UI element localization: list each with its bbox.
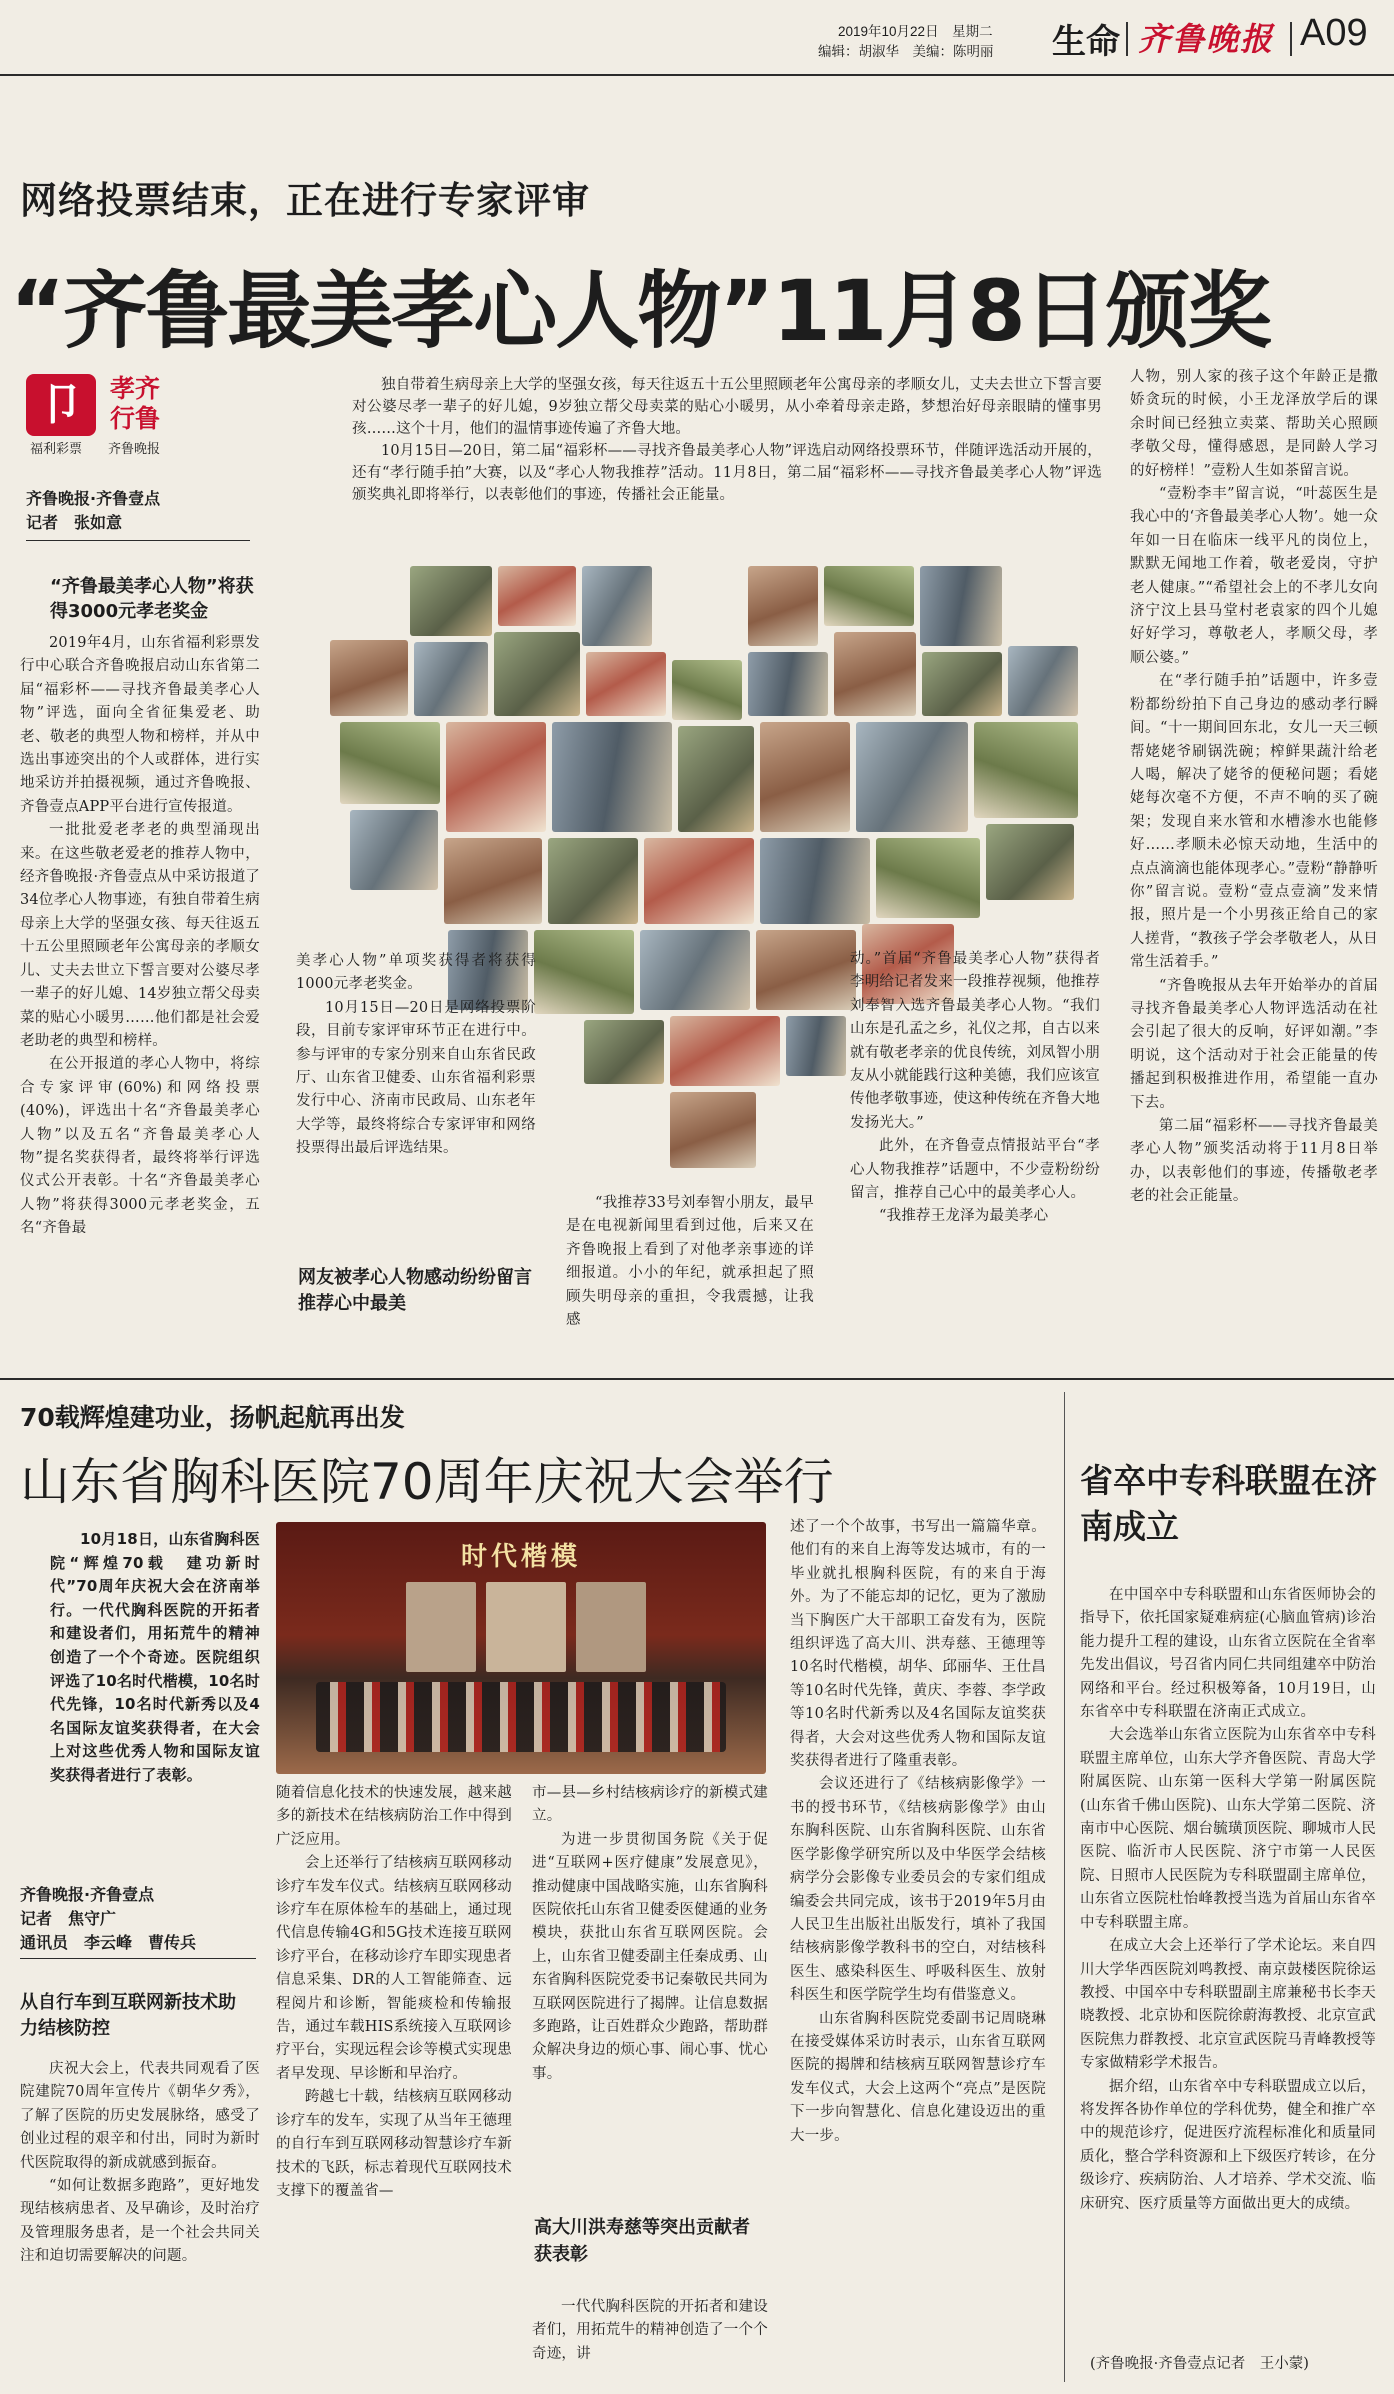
collage-photo [986,824,1074,900]
logo-slogan: 孝齐行鲁 [110,374,161,433]
story2-col4-para: 山东省胸科医院党委副书记周晓琳在接受媒体采访时表示，山东省互联网医院的揭牌和结核病互联网智慧诊疗车发车仪式，大会上这两个“亮点”是医院下一步向智慧化、信息化建设迈出的重大一步。 [790,2010,1046,2144]
collage-photo [856,722,968,832]
collage-photo [670,1016,780,1086]
story1-col5-para: 在“孝行随手拍”话题中，许多壹粉都纷纷拍下自己身边的感动孝行瞬间。“十一期间回东北，女儿一天三顿帮姥姥爷刷锅洗碗；榨鲜果蔬汁给老人喝，解决了姥爷的便秘问题；看姥姥每次毫不方便，不声不响的买了碗架；发现自来水管和水槽渗水也能修好……孝顺未必惊天动地，生活中的点点滴滴也能体现孝心。”壹粉“静静听你”留言说。壹粉“壹点壹滴”发来情报，照片是一个小男孩正给自己的家人搓背，“教孩子学会孝敬老人，从日常生活着手。” [1130,673,1378,971]
logo-caption: 福利彩票 齐鲁晚报 [30,441,161,456]
story2-lead-text: 10月18日，山东省胸科医院“辉煌70载 建功新时代”70周年庆祝大会在济南举行。一代代胸科医院的开拓者和建设者们，用拓荒牛的精神创造了一个个奇迹。医院组织评选了10名时代楷模，10名时代先锋，10名时代新秀以及4名国际友谊奖获得者，在大会上对这些优秀人物和国际友谊奖获得者进行了表彰。 [50,1530,260,1784]
story2-col2-para: 跨越七十载，结核病互联网移动诊疗车的发车，实现了从当年王德理的自行车到互联网移动智慧诊疗车新技术的飞跃，标志着现代互联网技术支撑下的覆盖省— [276,2089,512,2199]
collage-photo [876,838,980,918]
story-divider-vertical [1064,1392,1065,2382]
story3-column [1080,1584,1376,2216]
story1-col1-para: 一批批爱老孝老的典型涌现出来。在这些敬老爱老的推荐人物中，经齐鲁晚报·齐鲁壹点从中采访报道了34位孝心人物事迹，有独自带着生病母亲上大学的坚强女孩、每天往返五十五公里照顾老年公寓母亲的孝顺女儿、丈夫去世立下誓言要对公婆尽孝一辈子的好儿媳、14岁独立帮父母卖菜的贴心小暖男……他们都是社会爱老助老的典型和榜样。 [20,822,261,1049]
story1-col5-para: 人物，别人家的孩子这个年龄正是撒娇贪玩的时候，小王龙泽放学后的课余时间已经独立卖菜、帮助关心照顾孝敬父母，懂得感恩，是同龄人学习的好榜样！”壹粉人生如茶留言说。 [1130,369,1378,479]
section-divider [0,1378,1394,1380]
story2-col2-para: 会上还举行了结核病互联网移动诊疗车发车仪式。结核病互联网移动诊疗车在原体检车的基础上，通过现代信息传输4G和5G技术连接互联网诊疗平台，在移动诊疗车即实现患者信息采集、DR的人工智能筛查、远程阅片和诊断，智能痰检和传输报告，通过车载HIS系统接入互联网诊疗平台，实现远程会诊等模式实现患者早发现、早诊断和早治疗。 [276,1855,512,2082]
collage-photo [748,566,818,646]
story1-subhead-bonus: “齐鲁最美孝心人物”将获得3000元孝老奖金 [50,576,254,622]
story1-column-3 [566,1192,814,1332]
intro-para-2: 10月15日—20日，第二届“福彩杯——寻找齐鲁最美孝心人物”评选启动网络投票环节，伴随评选活动开展的，还有“孝行随手拍”大赛，以及“孝心人物我推荐”活动。11月8日，第二届“福彩杯——寻找齐鲁最美孝心人物”评选颁奖典礼即将举行，以表彰他们的事迹，传播社会正能量。 [352,443,1102,503]
collage-photo [340,722,440,804]
collage-photo [444,838,542,924]
editor-credits: 编辑：胡淑华 美编：陈明丽 [818,44,994,59]
collage-photo [494,632,580,716]
collage-photo [672,660,742,720]
collage-photo [678,726,754,832]
story2-col3b-para: 一代代胸科医院的开拓者和建设者们，用拓荒牛的精神创造了一个个奇迹，讲 [532,2299,768,2362]
collage-photo [640,930,750,1010]
story2-subhead-honors: 高大川洪寿慈等突出贡献者获表彰 [534,2217,750,2265]
issue-date: 2019年10月22日 星期二 [838,24,993,39]
section-name: 生命 [1052,22,1120,62]
collage-photo [760,838,870,924]
photo-banner-text: 时代楷模 [461,1542,582,1572]
collage-photo [824,566,914,626]
collage-photo [644,838,754,924]
story1-column-2 [296,950,536,1161]
byline-reporter-2: 记者 焦守广 [20,1909,117,1928]
story1-col2-para: 10月15日—20日是网络投票阶段，目前专家评审环节正在进行中。参与评审的专家分别来自山东省民政厅、山东省卫健委、山东省福利彩票发行中心、济南市民政局、山东老年大学等，最终将综合专家评审和网络投票得出最后评选结果。 [296,999,536,1157]
story2-col1-para: 庆祝大会上，代表共同观看了医院建院70周年宣传片《朝华夕秀》，了解了医院的历史发展脉络，感受了创业过程的艰辛和付出，同时为新时代医院取得的新成就感到振奋。 [20,2061,260,2171]
photo-screen-left [406,1582,476,1672]
story2-col2-para: 随着信息化技术的快速发展，越来越多的新技术在结核病防治工作中得到广泛应用。 [276,1785,512,1848]
story2-lead [50,1528,260,1788]
collage-photo [1008,646,1078,716]
collage-photo [552,722,672,832]
collage-photo [922,652,1002,716]
story1-col2-para: 美孝心人物”单项奖获得者将获得1000元孝老奖金。 [296,953,536,993]
story3-para: 在成立大会上还举行了学术论坛。来自四川大学华西医院刘鸣教授、南京鼓楼医院徐运教授、中国卒中专科联盟副主席兼秘书长李天晓教授、北京协和医院徐蔚海教授、北京宣武医院焦力群教授、北京宣武医院马青峰教授等专家做精彩学术报告。 [1080,1938,1376,2072]
collage-photo [350,810,438,890]
story1-col5-para: “齐鲁晚报从去年开始举办的首届寻找齐鲁最美孝心人物评选活动在社会引起了很大的反响，好评如潮。”李明说，这个活动对于社会正能量的传播起到积极推进作用，希望能一直办下去。 [1130,977,1378,1111]
collage-photo [920,566,1002,646]
collage-photo [974,722,1078,818]
story2-col4-para: 会议还进行了《结核病影像学》一书的授书环节，《结核病影像学》由山东胸科医院、山东省胸科医院、山东省医学影像学研究所以及中华医学会结核病学分会影像专业委员会的专家们组成编委会共同完成，该书于2019年5月由人民卫生出版社出版发行，填补了我国结核病影像学教科书的空白，对结核科医生、感染科医生、呼吸科医生、放射科医生和医学院学生均有借鉴意义。 [790,1776,1046,2004]
story2-column-3b [532,2296,768,2366]
story1-col1-para: 2019年4月，山东省福利彩票发行中心联合齐鲁晚报启动山东省第二届“福彩杯——寻找齐鲁最美孝心人物”评选，面向全省征集爱老、助老、敬老的典型人物和榜样，并从中选出事迹突出的个人或群体，进行实地采访并拍摄视频，通过齐鲁晚报、齐鲁壹点APP平台进行宣传报道。 [20,635,260,815]
story1-col1-para: 在公开报道的孝心人物中，将综合专家评审(60%)和网络投票(40%)，评选出十名“齐鲁最美孝心人物”以及五名“齐鲁最美孝心人物”提名奖获得者，最终将举行评选仪式公开表彰。十名“齐鲁最美孝心人物”将获得3000元孝老奖金，五名“齐鲁最 [20,1056,260,1237]
story1-col4-para: 此外，在齐鲁壹点情报站平台“孝心人物我推荐”话题中，不少壹粉纷纷留言，推荐自己心中的最美孝心人。 [850,1138,1100,1202]
collage-photo [834,632,916,716]
photo-stage-people [316,1682,726,1752]
header-divider-2 [1290,22,1292,56]
story1-col5-para: 第二届“福彩杯——寻找齐鲁最美孝心人物”颁奖活动将于11月8日举办，以表彰他们的事迹，传播敬老孝老的社会正能量。 [1130,1118,1378,1205]
collage-photo [534,930,634,1014]
collage-photo [586,652,666,716]
story1-col4-para: 动。”首届“齐鲁最美孝心人物”获得者李明给记者发来一段推荐视频，他推荐刘奉智入选齐鲁最美孝心人物。“我们山东是孔孟之乡，礼仪之邦，自古以来就有敬老孝亲的优良传统，刘凤智小朋友从小就能践行这种美德，我们应该宣传他孝敬事迹，使这种传统在齐鲁大地发扬光大。” [850,951,1100,1131]
photo-screen-mid [486,1582,566,1672]
story1-col3-para: “我推荐33号刘奉智小朋友，最早是在电视新闻里看到过他，后来又在齐鲁晚报上看到了对他孝亲事迹的详细报道。小小的年纪，就承担起了照顾失明母亲的重担，令我震撼，让我感 [566,1195,814,1329]
story3-byline: (齐鲁晚报·齐鲁壹点记者 王小蒙) [1090,2356,1309,2372]
byline-org: 齐鲁晚报·齐鲁壹点 [26,489,161,508]
header-rule [0,74,1394,76]
story2-headline: 山东省胸科医院70周年庆祝大会举行 [20,1453,834,1511]
story1-column-5 [1130,366,1378,1209]
story2-col4-para: 述了一个个故事，书写出一篇篇华章。他们有的来自上海等发达城市，有的一毕业就扎根胸科医院，有的来自于海外。为了不能忘却的记忆，更为了激励当下胸医广大干部职工奋发有为，医院组织评选了高大川、洪寿慈、王德理等10名时代楷模，胡华、邱丽华、王仕昌等10名时代先锋，黄庆、李蓉、李学政等10名时代新秀以及4名国际友谊奖获得者，大会对这些优秀人物和国际友谊奖获得者进行了隆重表彰。 [790,1519,1046,1770]
story2-column-4 [790,1516,1046,2148]
story2-kicker: 70载辉煌建功业，扬帆起航再出发 [20,1403,405,1432]
story1-column-1 [20,632,260,1241]
lottery-logo-icon: 卩 [26,374,96,436]
page-header [0,0,1394,70]
byline-rule-2 [20,1958,256,1959]
byline-correspondents: 通讯员 李云峰 曹传兵 [20,1933,197,1952]
byline-rule [26,540,250,541]
collage-photo [756,930,856,1010]
photo-screen-right [576,1582,646,1672]
story1-column-4 [850,948,1100,1229]
collage-photo [760,722,850,832]
collage-photo [582,566,652,646]
story3-para: 在中国卒中专科联盟和山东省医师协会的指导下，依托国家疑难病症(心脑血管病)诊治能力提升工程的建设，山东省立医院在全省率先发出倡议，号召省内同仁共同组建卒中防治网络和平台。经过积极筹备，10月19日，山东省卒中专科联盟在济南正式成立。 [1080,1587,1376,1721]
collage-photo [498,566,576,626]
story1-kicker: 网络投票结束，正在进行专家评审 [20,179,590,222]
story2-col1-para: “如何让数据多跑路”，更好地发现结核病患者、及早确诊，及时治疗及管理服务患者，是一个社会共同关注和迫切需要解决的问题。 [20,2178,260,2265]
story2-column-3 [532,1782,768,2086]
masthead-logo: 齐鲁晚报 [1138,20,1275,58]
story2-col3-para: 市—县—乡村结核病诊疗的新模式建立。 [532,1785,768,1825]
collage-photo [786,1016,846,1076]
collage-photo [414,642,488,716]
story3-para: 大会选举山东省立医院为山东省卒中专科联盟主席单位，山东大学齐鲁医院、青岛大学附属医院、山东第一医科大学第一附属医院(山东省千佛山医院)、山东大学第二医院、济南市中心医院、烟台毓璜顶医院、聊城市人民医院、临沂市人民医院、济宁市第一人民医院、日照市人民医院为专科联盟副主席单位，山东省立医院杜怡峰教授当选为首届山东省卒中专科联盟主席。 [1080,1727,1376,1931]
story2-column-1 [20,2058,260,2269]
collage-photo [410,566,492,636]
page-number: A09 [1300,12,1368,54]
collage-photo [584,1020,664,1084]
story2-column-2 [276,1782,512,2203]
story1-headline: “齐鲁最美孝心人物”11月8日颁奖 [10,262,1270,360]
collage-photo [446,722,546,832]
byline-reporter: 记者 张如意 [26,513,123,532]
byline-org-2: 齐鲁晚报·齐鲁壹点 [20,1885,155,1904]
collage-photo [330,640,408,716]
story3-headline: 省卒中专科联盟在济南成立 [1080,1461,1377,1546]
anniversary-photo [276,1522,766,1774]
intro-para-1: 独自带着生病母亲上大学的坚强女孩，每天往返五十五公里照顾老年公寓母亲的孝顺女儿，丈夫去世立下誓言要对公婆尽孝一辈子的好儿媳，9岁独立帮父母卖菜的贴心小暖男，从小牵着母亲走路，梦想治好母亲眼睛的懂事男孩……这个十月，他们的温情事迹传遍了齐鲁大地。 [352,377,1102,437]
collage-photo [670,1092,756,1168]
story1-intro [352,374,1102,506]
lottery-logo [26,372,196,456]
story3-para: 据介绍，山东省卒中专科联盟成立以后，将发挥各协作单位的学科优势，健全和推广卒中的规范诊疗，促进医疗流程标准化和质量同质化，整合学科资源和上下级医疗转诊，在分级诊疗、疾病防治、人才培养、学术交流、临床研究、医疗质量等方面做出更大的成绩。 [1080,2078,1376,2212]
collage-photo [748,652,828,716]
story1-subhead-comments: 网友被孝心人物感动纷纷留言推荐心中最美 [298,1267,532,1314]
story2-subhead-tech: 从自行车到互联网新技术助力结核防控 [20,1992,236,2039]
story2-col3-para: 为进一步贯彻国务院《关于促进“互联网+医疗健康”发展意见》，推动健康中国战略实施，山东省胸科医院依托山东省卫健委医健通的业务模块，获批山东省互联网医院。会上，山东省卫健委副主任秦成勇、山东省胸科医院党委书记秦敬民共同为互联网医院进行了揭牌。让信息数据多跑路，让百姓群众少跑路，帮助群众解决身边的烦心事、闹心事、忧心事。 [532,1831,768,2082]
story1-col5-para: “壹粉李丰”留言说，“叶蕊医生是我心中的‘齐鲁最美孝心人物’。她一众年如一日在临床一线平凡的岗位上，默默无闻地工作着，敬老爱岗，守护老人健康。”“希望社会上的不孝儿女向济宁汶上县马堂村老袁家的四个儿媳好好学习，尊敬老人，孝顺父母，孝顺公婆。” [1130,486,1378,666]
header-divider [1126,22,1128,56]
collage-photo [548,838,638,924]
story1-col4-para: “我推荐王龙泽为最美孝心 [879,1208,1049,1225]
